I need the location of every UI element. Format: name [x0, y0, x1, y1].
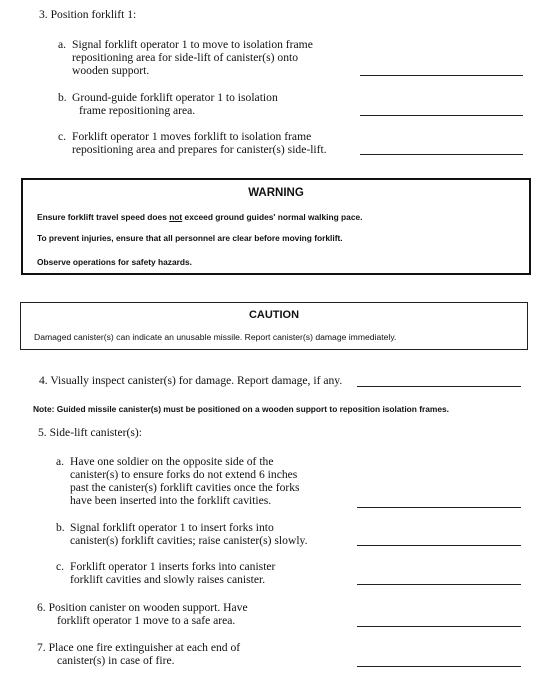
warning-line-2: To prevent injuries, ensure that all personnel are clear before moving forklift. [37, 233, 343, 243]
step-3b-marker: b. [58, 91, 67, 104]
step-3a-checkoff-line [360, 75, 523, 76]
step-4-checkoff-line [357, 386, 521, 387]
step-5a-line-2: canister(s) to ensure forks do not extend 6 inches [70, 468, 298, 481]
caution-title: CAUTION [248, 309, 300, 321]
step-5c-checkoff-line [357, 584, 521, 585]
step-5b-marker: b. [56, 521, 65, 534]
step-5a-line-3: past the canister(s) forklift cavities once the forks [70, 481, 300, 494]
step-5b-line-1: Signal forklift operator 1 to insert forks into [70, 521, 274, 534]
warning-line-1-start: Ensure forklift travel speed does [37, 212, 170, 222]
step-5c-line-1: Forklift operator 1 inserts forks into canister [70, 560, 276, 573]
step-4-text: 4. Visually inspect canister(s) for damage. Report damage, if any. [39, 374, 343, 387]
step-3b-line-2: frame repositioning area. [79, 104, 196, 117]
step-5a-line-1: Have one soldier on the opposite side of the [70, 455, 274, 468]
warning-line-1-end: exceed ground guides' normal walking pace. [182, 212, 363, 222]
step-3a-line-1: Signal forklift operator 1 to move to isolation frame [72, 38, 313, 51]
step-6-line-1: 6. Position canister on wooden support. Have [37, 601, 248, 614]
step-3b-line-1: Ground-guide forklift operator 1 to isolation [72, 91, 278, 104]
step-5a-line-4: have been inserted into the forklift cavities. [70, 494, 272, 507]
step-3c-line-2: repositioning area and prepares for canister(s) side-lift. [72, 143, 327, 156]
step-3a-line-2: repositioning area for side-lift of canister(s) onto [72, 51, 299, 64]
step-5c-line-2: forklift cavities and slowly raises canister. [70, 573, 266, 586]
step-3c-line-1: Forklift operator 1 moves forklift to isolation frame [72, 130, 312, 143]
step-3-heading: 3. Position forklift 1: [39, 8, 137, 21]
step-3a-line-3: wooden support. [72, 64, 150, 77]
step-5a-checkoff-line [357, 507, 521, 508]
step-6-line-2: forklift operator 1 move to a safe area. [57, 614, 236, 627]
step-5c-marker: c. [56, 560, 65, 573]
step-5b-checkoff-line [357, 545, 521, 546]
step-7-checkoff-line [357, 666, 521, 667]
warning-line-1 [37, 212, 362, 222]
step-7-line-2: canister(s) in case of fire. [57, 654, 175, 667]
step-6-checkoff-line [357, 626, 521, 627]
warning-box [21, 178, 531, 275]
step-3c-marker: c. [58, 130, 67, 143]
step-5a-marker: a. [56, 455, 65, 468]
step-7-line-1: 7. Place one fire extinguisher at each end of [37, 641, 241, 654]
caution-box [20, 302, 528, 350]
step-5b-line-2: canister(s) forklift cavities; raise canister(s) slowly. [70, 534, 308, 547]
warning-title: WARNING [248, 187, 304, 199]
caution-text: Damaged canister(s) can indicate an unusable missile. Report canister(s) damage immediately. [34, 332, 397, 342]
step-3c-checkoff-line [360, 154, 523, 155]
step-3b-checkoff-line [360, 115, 523, 116]
warning-line-3: Observe operations for safety hazards. [37, 257, 192, 267]
note-text: Note: Guided missile canister(s) must be positioned on a wooden support to reposition isolation frames. [33, 404, 450, 414]
warning-emphasis: not [169, 212, 183, 222]
step-5-heading: 5. Side-lift canister(s): [38, 426, 142, 439]
step-3a-marker: a. [58, 38, 67, 51]
